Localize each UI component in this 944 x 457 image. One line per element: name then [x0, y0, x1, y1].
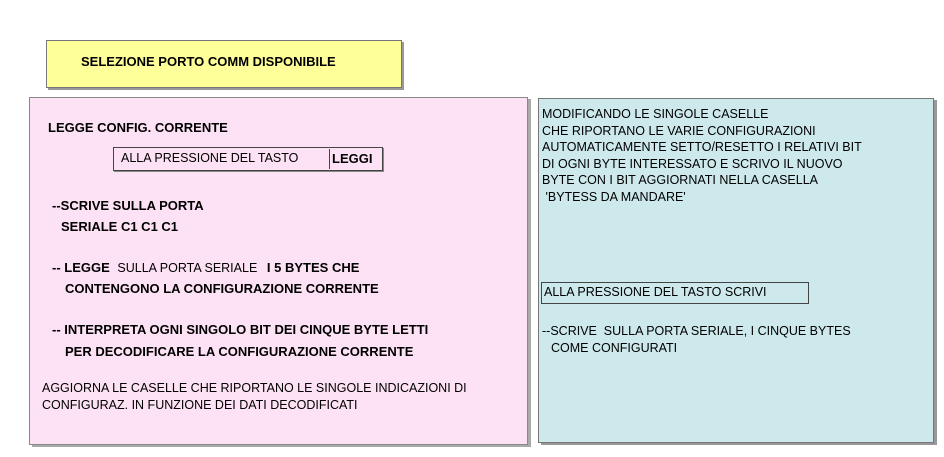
desc-line-2: CHE RIPORTANO LE VARIE CONFIGURAZIONI [542, 124, 816, 138]
read-procedure-panel [29, 97, 528, 445]
write-step-line2: SERIALE C1 C1 C1 [61, 219, 179, 234]
read-step-line1 [52, 260, 359, 276]
write-step-line1: --SCRIVE SULLA PORTA [52, 198, 204, 213]
interpret-step-line2: PER DECODIFICARE LA CONFIGURAZIONE CORRENTE [65, 344, 414, 359]
desc-line-3: AUTOMATICAMENTE SETTO/RESETTO I RELATIVI BIT [542, 140, 862, 154]
title-box [46, 40, 402, 88]
read-step-prefix: -- LEGGE [52, 260, 110, 275]
write-procedure-panel [538, 98, 934, 443]
write-step-desc-line1: --SCRIVE SULLA PORTA SERIALE, I CINQUE BYTES [542, 324, 851, 338]
desc-line-6: 'BYTESS DA MANDARE' [542, 190, 686, 204]
write-step-desc-line2: COME CONFIGURATI [551, 341, 678, 355]
update-line1: AGGIORNA LE CASELLE CHE RIPORTANO LE SINGOLE INDICAZIONI DI [42, 381, 467, 395]
press-write-label: ALLA PRESSIONE DEL TASTO SCRIVI [544, 285, 767, 299]
read-step-line2: CONTENGONO LA CONFIGURAZIONE CORRENTE [65, 281, 379, 296]
key-separator [329, 149, 330, 169]
update-line2: CONFIGURAZ. IN FUNZIONE DEI DATI DECODIFICATI [42, 398, 358, 412]
write-key-box [541, 282, 809, 304]
read-config-heading: LEGGE CONFIG. CORRENTE [48, 120, 228, 135]
read-step-suffix: I 5 BYTES CHE [266, 260, 360, 275]
interpret-step-line1: -- INTERPRETA OGNI SINGOLO BIT DEI CINQUE BYTE LETTI [52, 322, 429, 337]
desc-line-5: BYTE CON I BIT AGGIORNATI NELLA CASELLA [542, 173, 819, 187]
title-text: SELEZIONE PORTO COMM DISPONIBILE [81, 54, 336, 69]
read-key-label: LEGGI [332, 151, 373, 166]
desc-line-1: MODIFICANDO LE SINGOLE CASELLE [542, 107, 769, 121]
press-label: ALLA PRESSIONE DEL TASTO [121, 151, 299, 165]
read-step-port: SULLA PORTA SERIALE [117, 261, 258, 275]
desc-line-4: DI OGNI BYTE INTERESSATO E SCRIVO IL NUOVO [542, 157, 843, 171]
read-key-box [113, 147, 383, 171]
